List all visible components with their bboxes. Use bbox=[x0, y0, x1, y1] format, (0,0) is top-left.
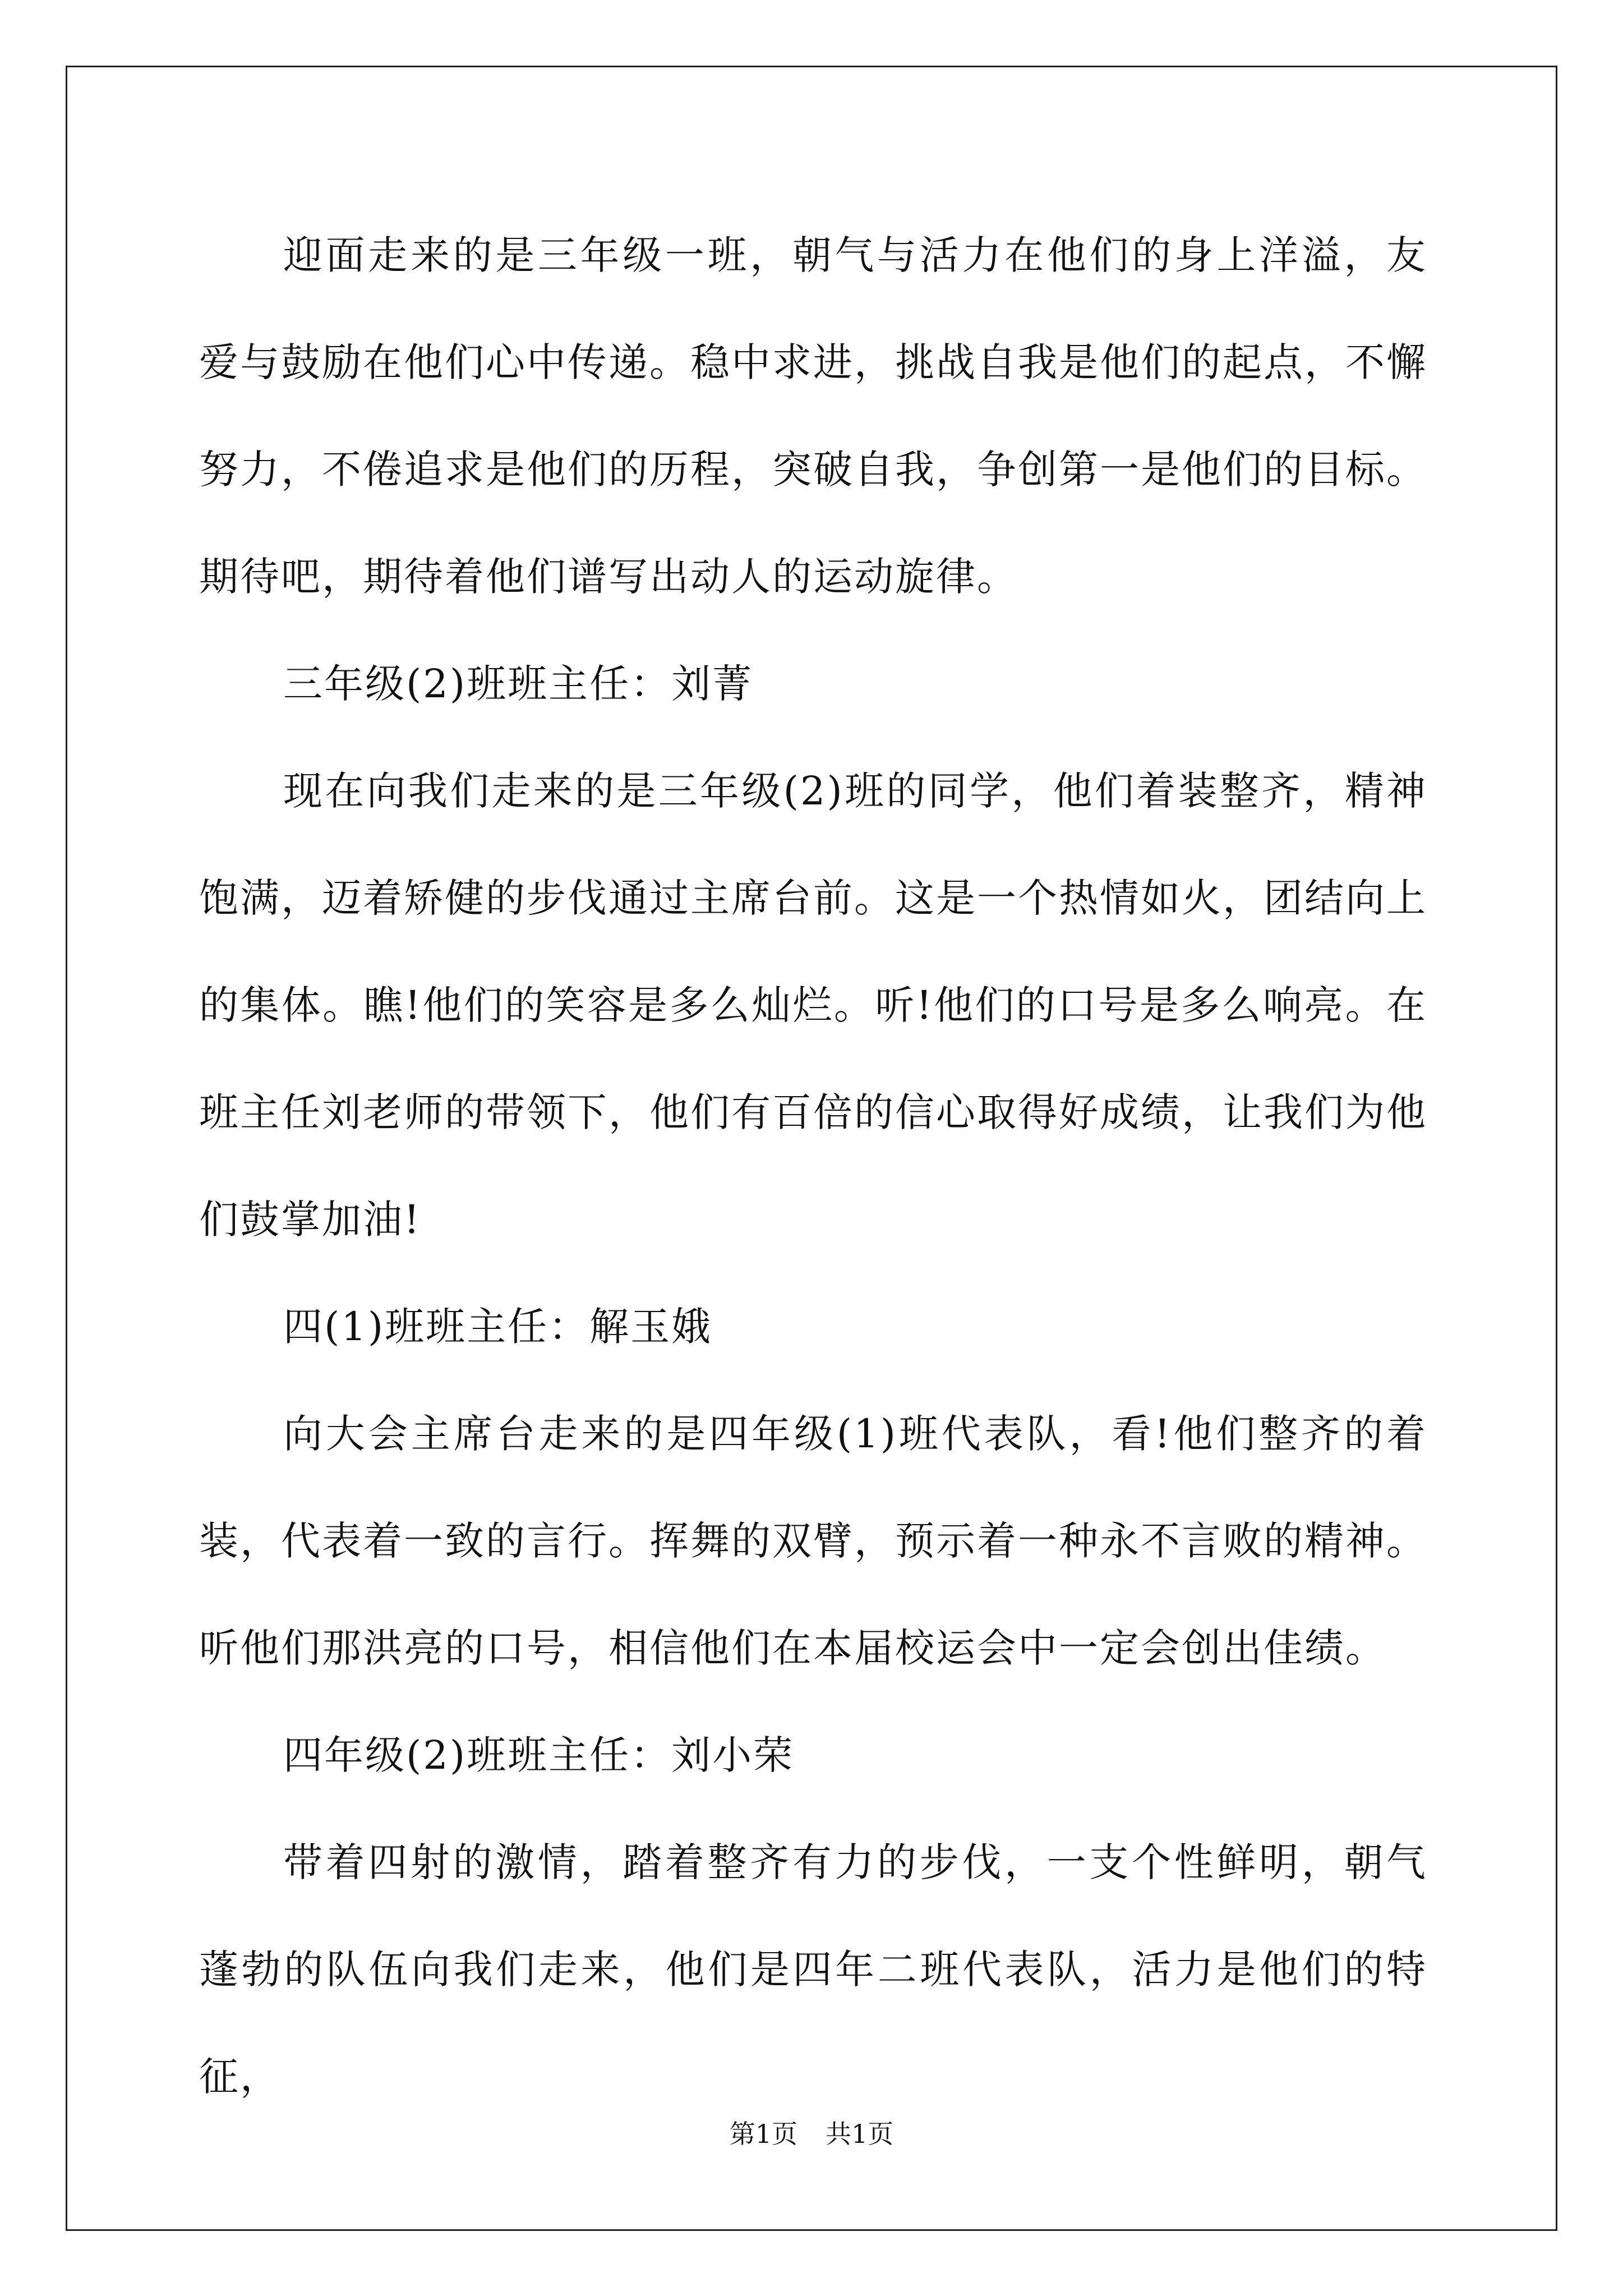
paragraph-class3-2-intro: 现在向我们走来的是三年级(2)班的同学，他们着装整齐，精神饱满，迈着矫健的步伐通过主席台前。这是一个热情如火，团结向上的集体。瞧!他们的笑容是多么灿烂。听!他们的口号是多么响亮。在班主任刘老师的带领下，他们有百倍的信心取得好成绩，让我们为他们鼓掌加油! bbox=[199, 768, 1427, 1243]
heading-class4-2-teacher: 四年级(2)班班主任：刘小荣 bbox=[283, 1732, 795, 1778]
document-body bbox=[199, 202, 1427, 2131]
page-number-current: 第1页 bbox=[729, 2119, 797, 2149]
paragraph-class3-1-intro: 迎面走来的是三年级一班，朝气与活力在他们的身上洋溢，友爱与鼓励在他们心中传递。稳中求进，挑战自我是他们的起点，不懈努力，不倦追求是他们的历程，突破自我，争创第一是他们的目标。期待吧，期待着他们谱写出动人的运动旋律。 bbox=[199, 232, 1427, 600]
heading-class4-1-teacher: 四(1)班班主任：解玉娥 bbox=[283, 1304, 713, 1350]
page-number-total: 共1页 bbox=[826, 2119, 894, 2149]
paragraph-class4-1-intro: 向大会主席台走来的是四年级(1)班代表队，看!他们整齐的着装，代表着一致的言行。挥舞的双臂，预示着一种永不言败的精神。听他们那洪亮的口号，相信他们在本届校运会中一定会创出佳绩。 bbox=[199, 1411, 1427, 1671]
heading-class3-2-teacher: 三年级(2)班班主任：刘菁 bbox=[283, 661, 754, 707]
page-footer bbox=[0, 2114, 1623, 2151]
paragraph-class4-2-intro: 带着四射的激情，踏着整齐有力的步伐，一支个性鲜明，朝气蓬勃的队伍向我们走来，他们是四年二班代表队，活力是他们的特征， bbox=[199, 1839, 1427, 2100]
